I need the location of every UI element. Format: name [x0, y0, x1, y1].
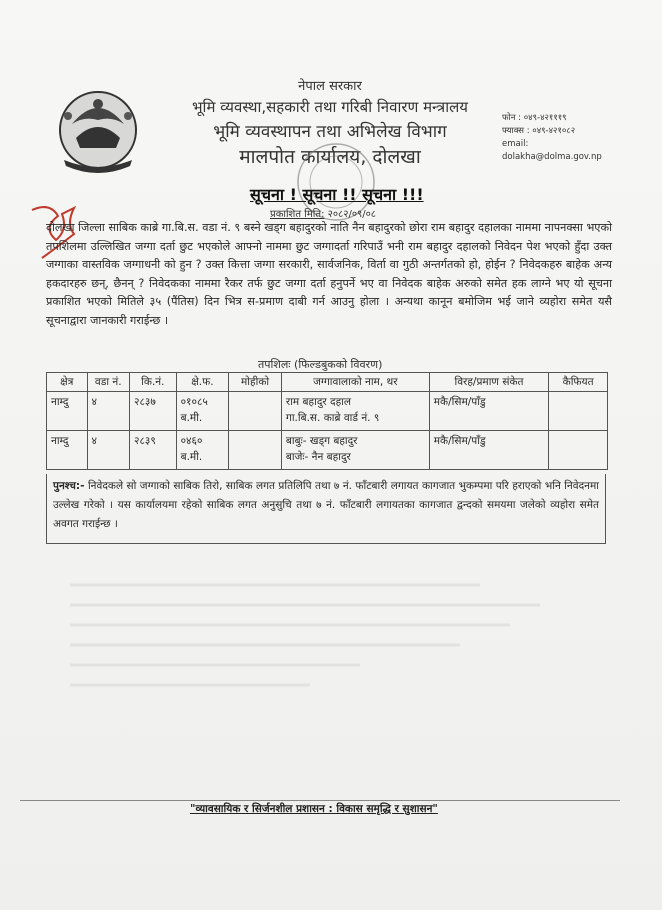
area-size-value: ०४६०: [180, 435, 203, 447]
parcel-table: [46, 372, 608, 470]
government-label: नेपाल सरकार: [298, 79, 362, 94]
footnote-label: पुनश्च:-: [53, 480, 85, 492]
fax-number: फ्याक्स : ०४९-४२१०८२: [502, 126, 576, 136]
area-size-cell: [176, 431, 229, 470]
evidence-cell: मकै/सिम/पाँडु: [429, 392, 548, 431]
ward-cell: ४: [87, 431, 130, 470]
ward-cell: ४: [87, 392, 130, 431]
column-header: क्षे.फ.: [176, 373, 229, 392]
area-size-cell: [176, 392, 229, 431]
evidence-cell: मकै/सिम/पाँडु: [429, 431, 548, 470]
table-row: [47, 431, 608, 470]
published-date-line: [270, 206, 376, 220]
table-row: [47, 392, 608, 431]
owner-cell: [281, 431, 429, 470]
email-address: dolakha@dolma.gov.np: [502, 152, 602, 162]
area-size-value: ०१०८५: [180, 396, 208, 408]
column-header: मोहीको: [229, 373, 282, 392]
area-unit: ब.मी.: [180, 451, 203, 463]
table-footnote: [46, 474, 606, 544]
owner-address: गा.बि.स. काब्रे वार्ड नं. ९: [285, 412, 380, 424]
notice-title: सूचना ! सूचना !! सूचना !!!: [250, 185, 424, 204]
footnote-text: निवेदकले सो जग्गाको साबिक तिरो, साबिक लगत प्रतिलिपि तथा ७ नं. फाँटबारी लगायत कागजात भुकम्पमा परि हराएको भनि निवेदनमा उल्लेख गरेको । यस कार्यालयमा रहेको साबिक लगत अनुसुचि तथा ७ नं. फाँटबारी लगायतका कागजात द्वन्दको समयमा जलेको व्यहोरा समेत अवगत गराईन्छ ।: [53, 480, 599, 530]
nepal-emblem-icon: [52, 86, 144, 178]
owner-grandfather: बाजेः- नैन बहादुर: [285, 451, 351, 463]
office-name: मालपोत कार्यालय, दोलखा: [239, 146, 421, 168]
phone-number: फोन : ०४९-४२१११९: [502, 113, 567, 123]
contact-block: [502, 112, 602, 164]
column-header: जग्गावालाको नाम, थर: [281, 373, 429, 392]
area-cell: नाम्दु: [47, 431, 88, 470]
column-header: क्षेत्र: [47, 373, 88, 392]
area-unit: ब.मी.: [180, 412, 203, 424]
published-date: २०८२/०९/०८: [327, 209, 376, 220]
tenant-cell: [229, 392, 282, 431]
column-header: कैफियत: [549, 373, 608, 392]
published-label: प्रकाशित मिति:: [270, 209, 325, 220]
column-header: वडा नं.: [87, 373, 130, 392]
column-header: विरह/प्रमाण संकेत: [429, 373, 548, 392]
table-header-row: [47, 373, 608, 392]
owner-cell: [281, 392, 429, 431]
footer-slogan: "व्यावसायिक र सिर्जनशील प्रशासन : विकास समृद्धि र सुशासन": [190, 803, 438, 815]
footer-divider: [20, 800, 620, 801]
department-name: भूमि व्यवस्थापन तथा अभिलेख विभाग: [213, 122, 447, 142]
bleed-through-decoration: [60, 575, 620, 715]
remarks-cell: [549, 392, 608, 431]
email-label: email:: [502, 139, 529, 149]
plot-number-cell: २८३७: [130, 392, 177, 431]
remarks-cell: [549, 431, 608, 470]
column-header: कि.नं.: [130, 373, 177, 392]
table-caption: तपशिलः (फिल्डबुकको विवरण): [258, 358, 383, 371]
tenant-cell: [229, 431, 282, 470]
owner-father: बाबुः- खड्ग बहादुर: [285, 435, 358, 447]
owner-name: राम बहादुर दहाल: [285, 396, 352, 408]
area-cell: नाम्दु: [47, 392, 88, 431]
ministry-name: भूमि व्यवस्था,सहकारी तथा गरिबी निवारण मन्त्रालय: [192, 98, 468, 116]
plot-number-cell: २८३९: [130, 431, 177, 470]
notice-body: दोलखा जिल्ला साबिक काब्रे गा.बि.स. वडा नं. ९ बस्ने खड्ग बहादुरको नाति नैन बहादुरको छोरा राम बहादुर दहालका नाममा नापनक्सा भएको तपशिलमा उल्लिखित जग्गा दर्ता छुट भएकोले आफ्नो नाममा छुट जग्गादर्ता गरिपाउँ भनी राम बहादुर दहालको निवेदन पेश भएको हुँदा उक्त जग्गाका वास्तविक जग्गाधनी को हुन ? उक्त कित्ता जग्गा सरकारी, सार्वजनिक, विर्ता वा गुठी अन्तर्गतको हो, होईन ? निवेदकहरु बाहेक अन्य हकदारहरु छन्, छैनन् ? निवेदकका नाममा रैकर तर्फ छुट जग्गा दर्ता हनुपर्ने भए वा निवेदक बाहेक अरुको समेत हक लाग्ने भए यो सूचना प्रकाशित भएको मितिले ३५ (पैंतिस) दिन भित्र स-प्रमाण दाबी गर्न आउनु होला । अन्यथा कानून बमोजिम भई जाने व्यहोरा समेत यसै सूचनाद्वारा जानकारी गराईन्छ ।: [46, 221, 612, 327]
